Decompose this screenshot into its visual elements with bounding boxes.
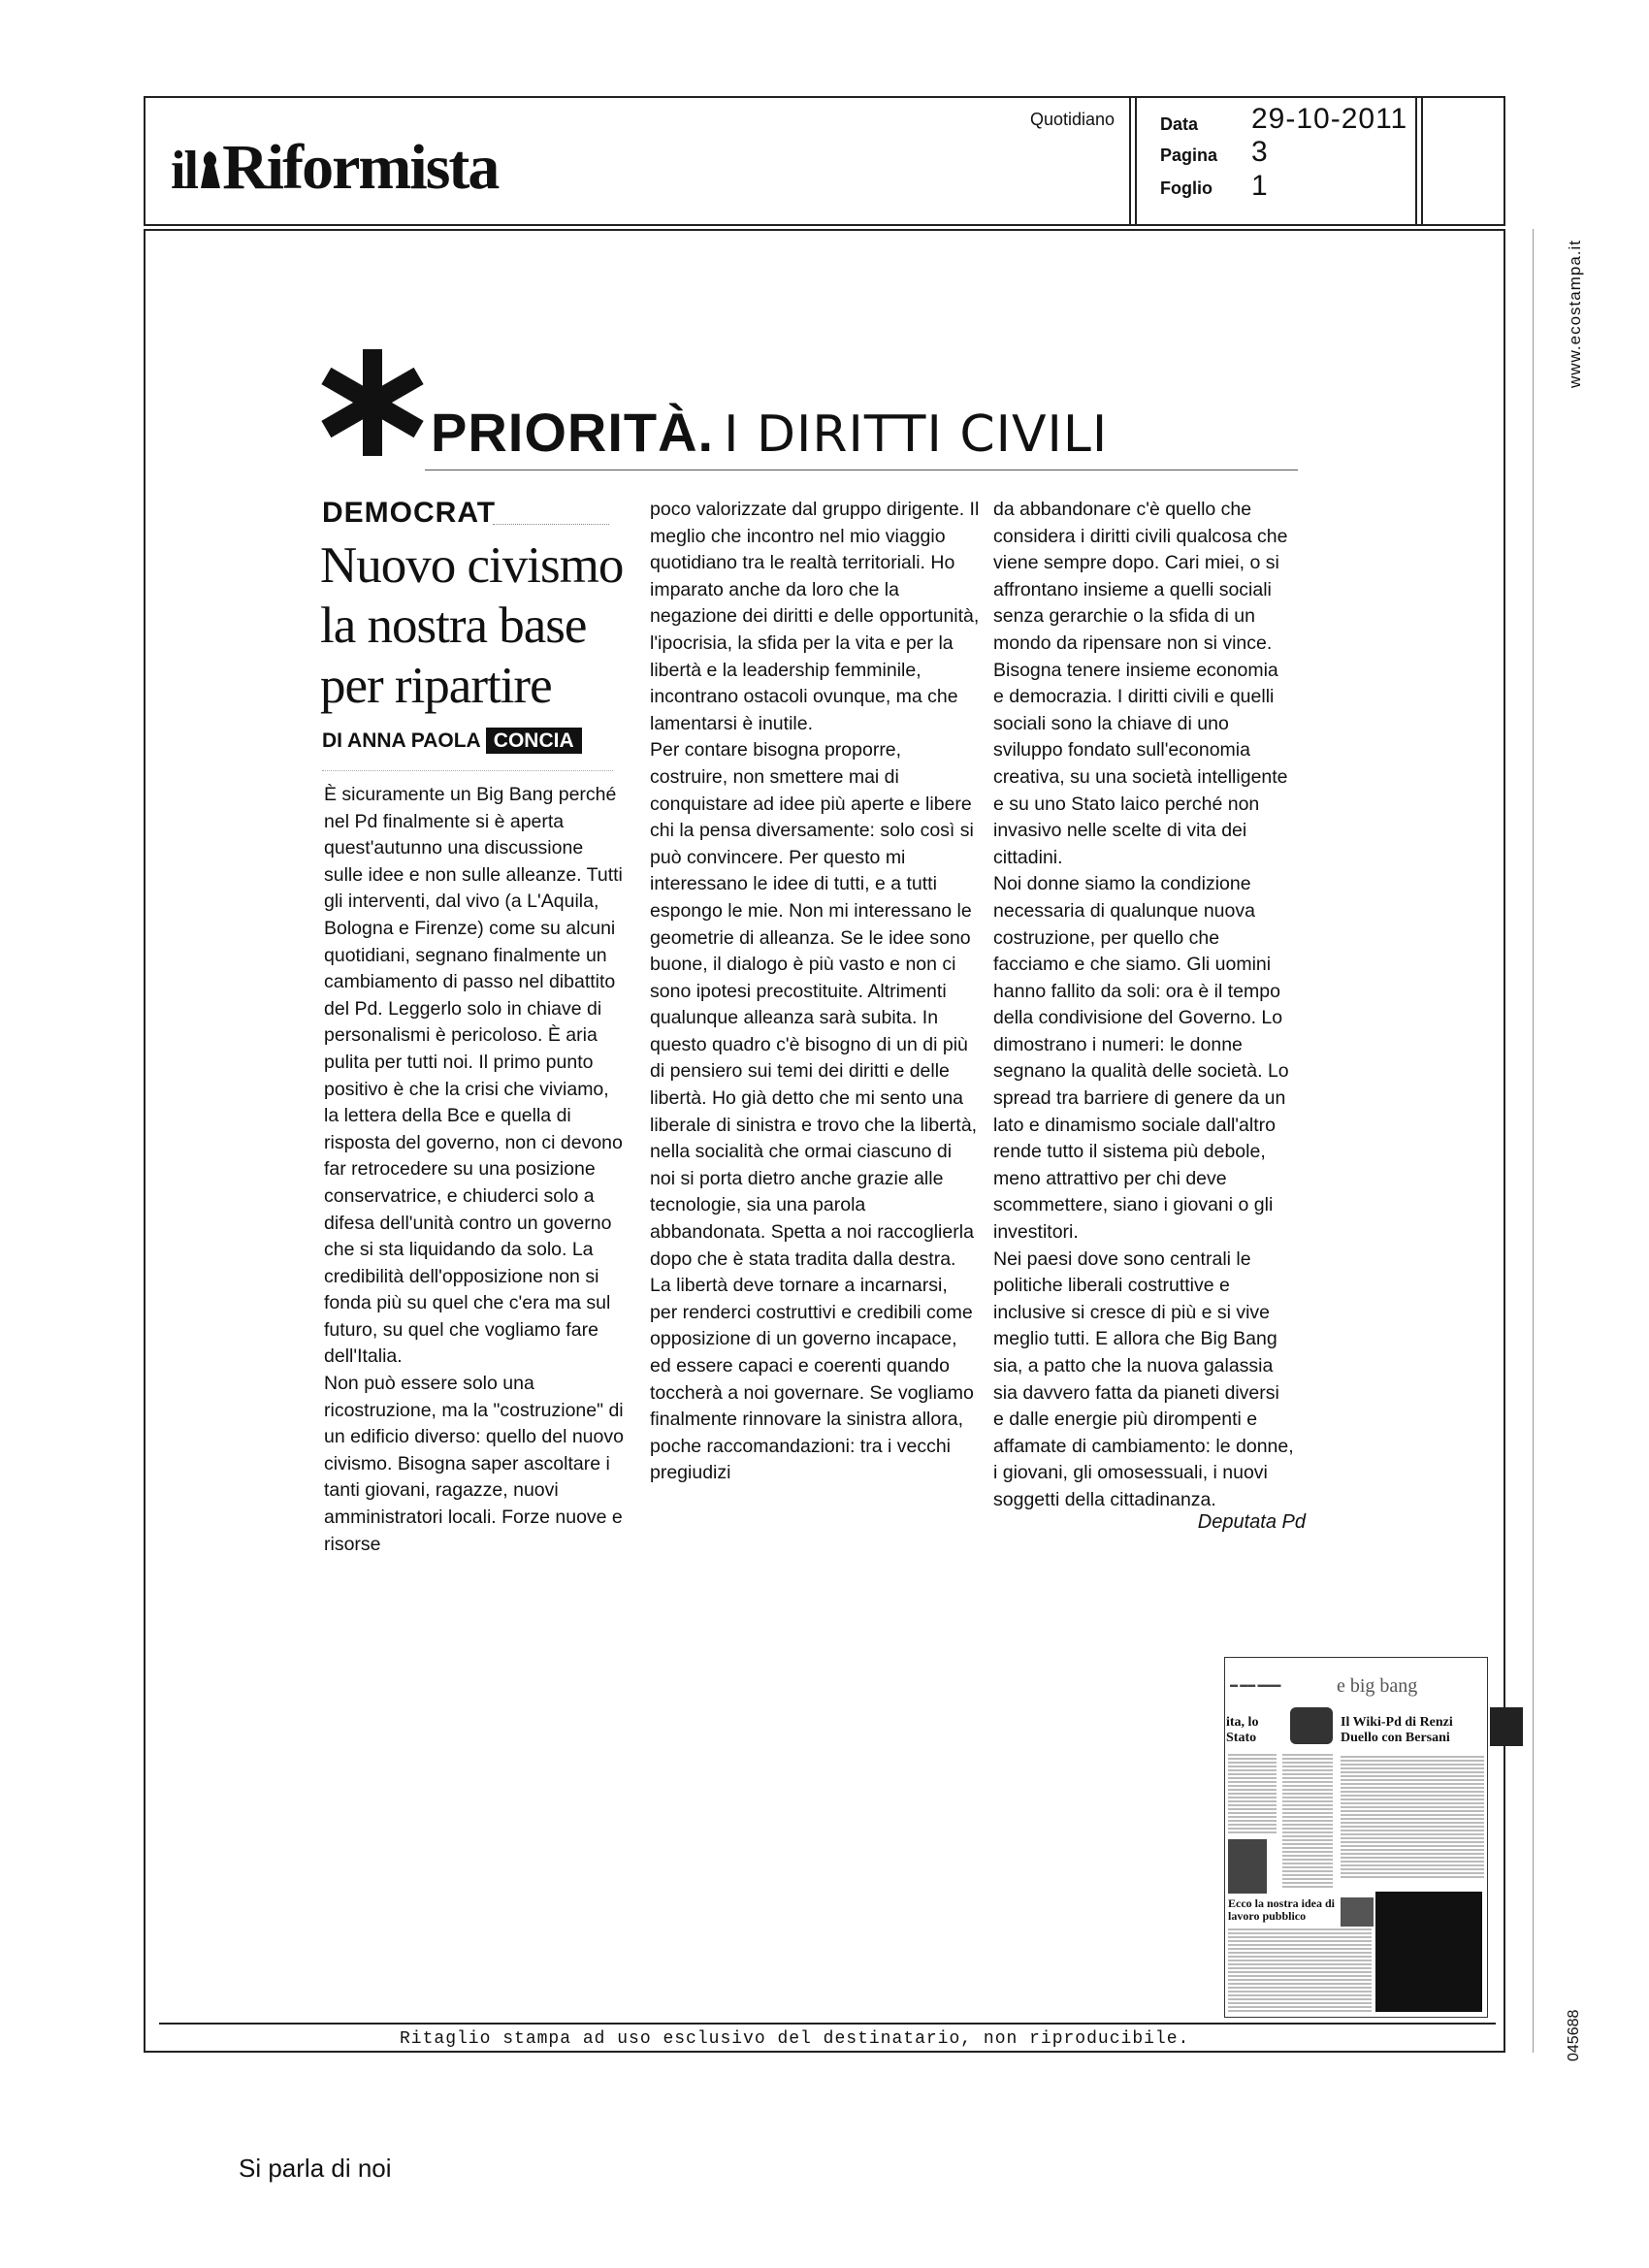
- paragraph: È sicuramente un Big Bang perché nel Pd finalmente si è aperta quest'autunno una discussione sulle idee e non sulle alleanze. Tutti gli interventi, dal vivo (a L'Aquila, Bologna e Firenze) come su alcuni quotidiani, segnano finalmente un cambiamento di passo nel dibattito del Pd. Leggerlo solo in chiave di personalismi è pericoloso. È aria pulita per tutti noi. Il primo punto positivo è che la crisi che viviamo, la lettera della Bce e quella di risposta del governo, non ci devono far retrocedere su una posizione conservatrice, e chiuderci solo a difesa dell'unità contro un governo che si sta liquidando da solo. La credibilità dell'opposizione non si fonda più su quel che c'era ma sul futuro, su quel che vogliamo fare dell'Italia.: [324, 784, 623, 1368]
- article-headline: Nuovo civismo la nostra base per ripartire: [320, 537, 624, 714]
- publication-type: Quotidiano: [1030, 110, 1116, 129]
- thumbnail-photo: [1490, 1707, 1523, 1746]
- meta-key-pagina: Pagina: [1160, 146, 1218, 165]
- thumbnail-caption: Ecco la nostra idea di lavoro pubblico: [1228, 1896, 1335, 1923]
- paragraph: Nei paesi dove sono centrali le politiche liberali costruttive e inclusive si cresce di più e si vive meglio tutti. E allora che Big Bang sia, a patto che la nuova galassia sia davvero fatta da pianeti diversi e dalle energie più dirompenti e affamate di cambiamento: le donne, i giovani, gli omosessuali, i nuovi soggetti della cittadinanza.: [993, 1247, 1294, 1510]
- byline-rule: [322, 770, 613, 771]
- byline-prefix: DI ANNA PAOLA: [322, 729, 480, 752]
- article-column-3: [993, 497, 1294, 1514]
- thumbnail-text-block: [1228, 1752, 1277, 1835]
- asterisk-icon: [320, 349, 425, 456]
- thumbnail-right-title: Il Wiki-Pd di Renzi Duello con Bersani: [1341, 1715, 1453, 1745]
- thumbnail-topline: ▬ ▬▬ ▬▬▬: [1230, 1680, 1281, 1689]
- thumbnail-photo: [1290, 1707, 1333, 1744]
- kicker-rule: [493, 524, 609, 525]
- paragraph: da abbandonare c'è quello che considera i diritti civili qualcosa che viene sempre dopo. Cari miei, o si affrontano insieme a quelli sociali senza gerarchie o la sfida di un mondo da ripensare non si vince. Bisogna tenere insieme economia e democrazia. I diritti civili e quelli sociali sono la chiave di uno sviluppo fondato sull'economia creativa, su una società intelligente e su uno Stato laico perché non invasivo nelle scelte di vita dei cittadini.: [993, 499, 1288, 868]
- thumbnail-photo: [1341, 1897, 1374, 1927]
- paragraph: poco valorizzate dal gruppo dirigente. Il meglio che incontro nel mio viaggio quotidiano tra le realtà territoriali. Ho imparato anche da loro che la negazione dei diritti e delle opportunità, l'ipocrisia, la sfida per la vita e per la libertà e la leadership femminile, incontrano ostacoli ovunque, ma che lamentarsi è inutile.: [650, 499, 980, 734]
- article-column-1: [324, 782, 625, 1558]
- section-title-bold: PRIORITÀ.: [431, 402, 715, 463]
- thumbnail-photo: [1228, 1839, 1267, 1894]
- website-label: www.ecostampa.it: [1566, 240, 1584, 388]
- header-divider: [1415, 96, 1417, 226]
- article-column-2: [650, 497, 980, 1487]
- article-kicker: DEMOCRAT: [322, 497, 497, 529]
- clipping-disclaimer: Ritaglio stampa ad uso esclusivo del destinatario, non riproducibile.: [400, 2029, 1190, 2049]
- meta-key-data: Data: [1160, 114, 1199, 134]
- thumbnail-header: e big bang: [1337, 1675, 1418, 1697]
- thumbnail-text-block: [1228, 1927, 1372, 2012]
- meta-value-data: 29-10-2011: [1251, 103, 1408, 135]
- paragraph: Non può essere solo una ricostruzione, ma la "costruzione" di un edificio diverso: quello del nuovo civismo. Bisogna saper ascoltare i tanti giovani, ragazze, nuovi amministratori locali. Forze nuove e risorse: [324, 1373, 624, 1555]
- thumbnail-left-title: ita, lo Stato: [1226, 1715, 1259, 1745]
- article-signature: Deputata Pd: [1197, 1511, 1306, 1533]
- clipping-right-rule: [1533, 229, 1534, 2053]
- paragraph: Per contare bisogna proporre, costruire, non smettere mai di conquistare ad idee più aperte e libere chi la pensa diversamente: solo così si può convincere. Per questo mi interessano le idee di tutti, e a tutti espongo le mie. Non mi interessano le geometrie di alleanza. Se le idee sono buone, il dialogo è più vasto e non ci sono ipotesi precostituite. Altrimenti qualunque alleanza sarà subita. In questo quadro c'è bisogno di un di più di pensiero sui temi dei diritti e delle libertà. Ho già detto che mi sento una liberale di sinistra e trovo che la libertà, nella socialità che ormai ciascuno di noi si porta dietro anche grazie alle tecnologie, sia una parola abbandonata. Spetta a noi raccoglierla dopo che è stata tradita dalla destra. La libertà deve tornare a incarnarsi, per renderci costruttivi e credibili come opposizione di un governo incapace, ed essere capaci e coerenti quando toccherà a noi governare. Se vogliamo finalmente rinnovare la sinistra allora, poche raccomandazioni: tra i vecchi pregiudizi: [650, 739, 978, 1484]
- article-byline: [322, 729, 582, 753]
- newspaper-logo: [171, 132, 499, 203]
- header-divider: [1129, 96, 1131, 226]
- thumbnail-text-block: [1341, 1754, 1484, 1880]
- logo-il: il: [171, 141, 198, 201]
- section-title-rest: I DIRITTI CIVILI: [724, 405, 1109, 464]
- meta-value-pagina: 3: [1251, 136, 1269, 168]
- logo-figure-icon: [197, 149, 222, 192]
- meta-value-foglio: 1: [1251, 170, 1269, 202]
- header-divider: [1135, 96, 1137, 226]
- logo-name: Riformista: [222, 132, 499, 203]
- clip-code: 045688: [1566, 2009, 1582, 2061]
- paragraph: Noi donne siamo la condizione necessaria di qualunque nuova costruzione, per quello che facciamo e che siamo. Gli uomini hanno fallito da soli: ora è il tempo della condivisione del Governo. Lo dimostrano i numeri: le donne segnano la qualità delle società. Lo spread tra barriere di genere da un lato e dinamismo sociale dall'altro rende tutto il sistema più debole, meno attrattivo per chi deve scommettere, siano i giovani o gli investitori.: [993, 873, 1289, 1244]
- thumbnail-highlighted-article: [1375, 1892, 1482, 2012]
- byline-surname: CONCIA: [486, 728, 582, 754]
- clipping-bottom-rule: [159, 2023, 1496, 2025]
- footer-note: Si parla di noi: [239, 2154, 392, 2183]
- thumbnail-text-block: [1282, 1752, 1333, 1888]
- section-title: [431, 402, 1109, 464]
- header-divider: [1421, 96, 1423, 226]
- meta-key-foglio: Foglio: [1160, 178, 1212, 198]
